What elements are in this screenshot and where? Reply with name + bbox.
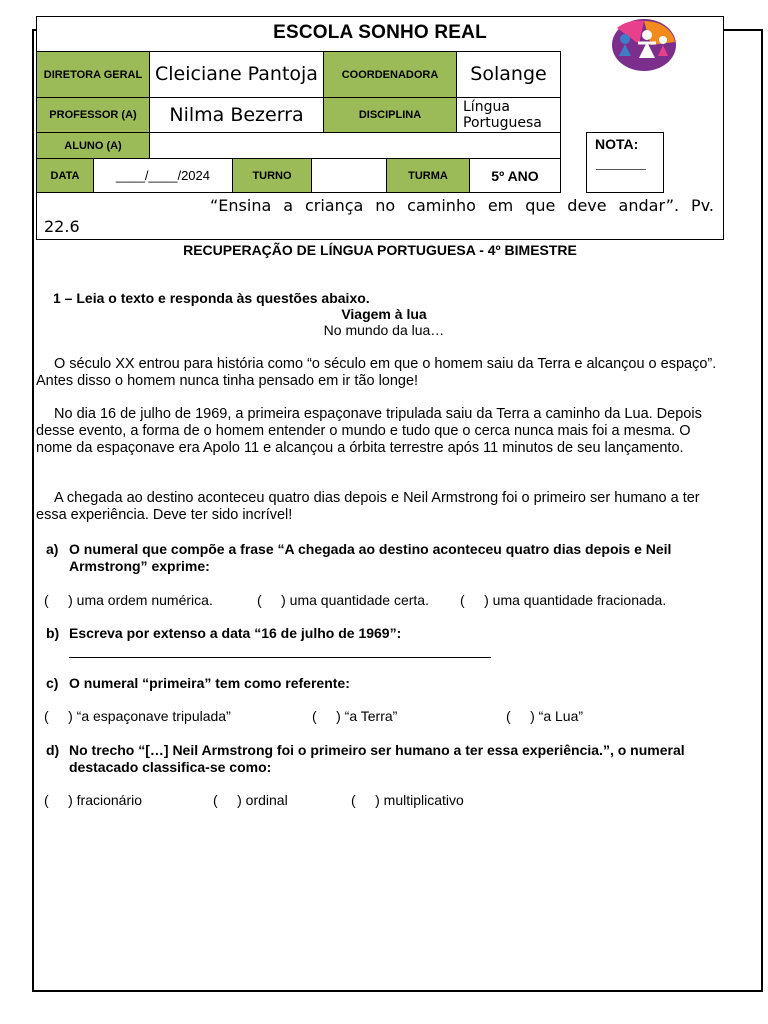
date-label: DATA <box>37 159 94 193</box>
question-c <box>46 675 726 692</box>
coordinator-name: Solange <box>457 52 561 98</box>
text-subtitle: No mundo da lua… <box>323 322 445 338</box>
question-d-letter: d) <box>46 742 60 758</box>
date-field[interactable]: ____/____/2024 <box>94 159 233 193</box>
class-value: 5º ANO <box>470 159 561 193</box>
question-d-option-3[interactable]: ( ) multiplicativo <box>351 792 464 808</box>
question-d-option-2[interactable]: ( ) ordinal <box>213 792 288 808</box>
subject-name: Língua Portuguesa <box>457 98 561 133</box>
question-d-text: No trecho “[…] Neil Armstrong foi o primeiro ser humano a ter essa experiência.”, o numeral destacado classifica-se como: <box>69 742 685 775</box>
grade-label: NOTA: <box>595 136 639 152</box>
school-logo-icon <box>611 18 677 72</box>
header-row-4 <box>36 158 561 193</box>
question-c-text: O numeral “primeira” tem como referente: <box>69 675 350 691</box>
question-a-option-3[interactable]: ( ) uma quantidade fracionada. <box>460 592 667 608</box>
question-b <box>46 625 726 642</box>
director-name: Cleiciane Pantoja <box>150 52 324 98</box>
school-name: ESCOLA SONHO REAL <box>273 22 487 43</box>
paragraph-3: A chegada ao destino aconteceu quatro dias depois e Neil Armstrong foi o primeiro ser humano a ter essa experiência. Deve ter sido incrível! <box>36 490 700 523</box>
paragraph-2: No dia 16 de julho de 1969, a primeira espaçonave tripulada saiu da Terra a caminho da Lua. Depois desse evento, a forma de o homem entender o mundo e tudo que o cerca nunca mais foi a mesma. O nome da espaçonave era Apolo 11 e alcançou a órbita terrestre após 11 minutos de seu lançamento. <box>36 406 702 456</box>
paragraph-1: O século XX entrou para história como “o século em que o homem saiu da Terra e alcançou o espaço”. Antes disso o homem nunca tinha pensado em ir tão longe! <box>36 356 717 389</box>
grade-line <box>596 169 646 170</box>
question-b-letter: b) <box>46 625 60 641</box>
question-c-option-2[interactable]: ( ) “a Terra” <box>312 708 398 724</box>
header-row-2 <box>36 97 561 133</box>
class-label: TURMA <box>387 159 470 193</box>
teacher-name: Nilma Bezerra <box>150 98 324 133</box>
shift-field[interactable] <box>312 159 387 193</box>
question-d <box>46 742 726 776</box>
header-row-3 <box>36 132 561 159</box>
coordinator-label: COORDENADORA <box>324 52 457 98</box>
question-d-option-1[interactable]: ( ) fracionário <box>44 792 143 808</box>
question-c-option-3[interactable]: ( ) “a Lua” <box>506 708 584 724</box>
exam-title: RECUPERAÇÃO DE LÍNGUA PORTUGUESA - 4º BIMESTRE <box>183 242 577 258</box>
director-label: DIRETORA GERAL <box>37 52 150 98</box>
question-a-text: O numeral que compõe a frase “A chegada ao destino aconteceu quatro dias depois e Neil Armstrong” exprime: <box>69 541 672 574</box>
student-name-field[interactable] <box>150 133 561 159</box>
question-a <box>46 541 726 575</box>
question-c-letter: c) <box>46 675 59 691</box>
header-row-1 <box>36 51 561 98</box>
motto-line-2: 22.6 <box>44 217 80 236</box>
shift-label: TURNO <box>233 159 312 193</box>
motto-line-1: “Ensina a criança no caminho em que deve andar”. Pv. <box>210 196 714 215</box>
question-b-answer-line[interactable] <box>69 657 491 658</box>
question-b-text: Escreva por extenso a data “16 de julho de 1969”: <box>69 625 402 641</box>
text-title: Viagem à lua <box>341 306 427 322</box>
teacher-label: PROFESSOR (A) <box>37 98 150 133</box>
question-1-instruction: 1 – Leia o texto e responda às questões abaixo. <box>53 290 370 306</box>
student-label: ALUNO (A) <box>37 133 150 159</box>
subject-label: DISCIPLINA <box>324 98 457 133</box>
question-c-option-1[interactable]: ( ) “a espaçonave tripulada” <box>44 708 231 724</box>
motto <box>44 195 714 237</box>
question-a-option-1[interactable]: ( ) uma ordem numérica. <box>44 592 213 608</box>
question-a-letter: a) <box>46 541 59 557</box>
question-a-option-2[interactable]: ( ) uma quantidade certa. <box>257 592 429 608</box>
